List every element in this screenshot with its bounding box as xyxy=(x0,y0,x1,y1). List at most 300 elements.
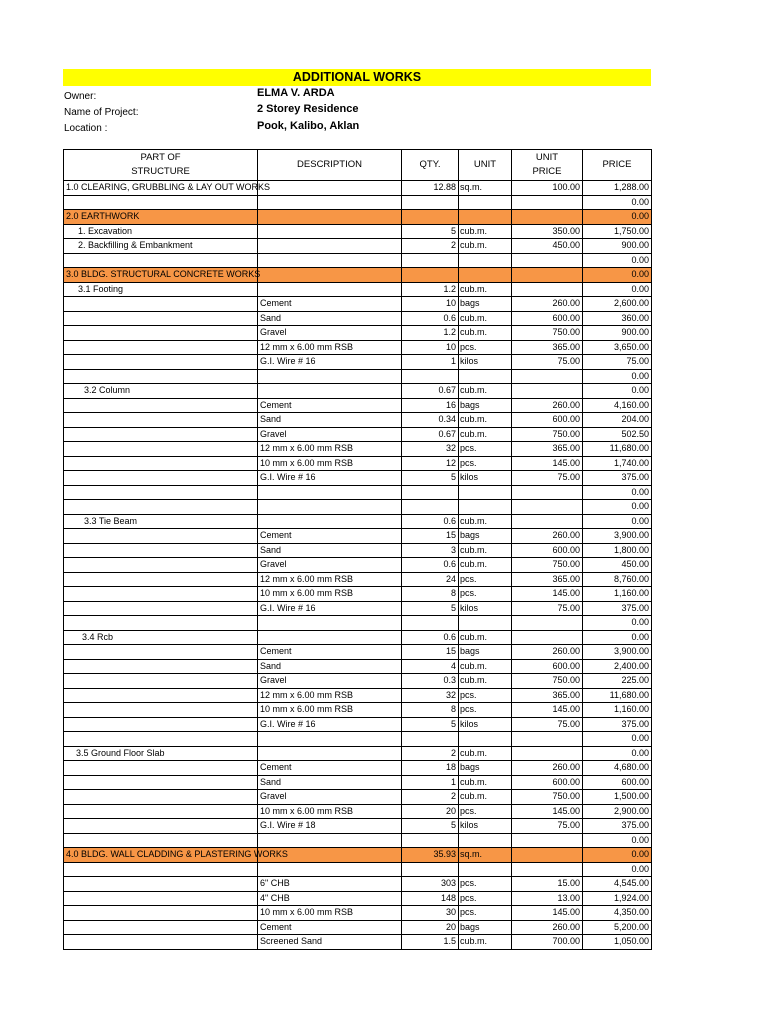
qty-cell xyxy=(402,369,459,384)
table-row xyxy=(64,717,652,732)
table-row xyxy=(64,239,652,254)
description-cell xyxy=(258,862,402,877)
qty-cell: 10 xyxy=(402,340,459,355)
part-label: 1.0 CLEARING, GRUBBLING & LAY OUT WORKS xyxy=(66,182,271,193)
qty-cell: 1.5 xyxy=(402,935,459,950)
qty-cell xyxy=(402,732,459,747)
table-row xyxy=(64,500,652,515)
unit-price-cell: 350.00 xyxy=(512,224,583,239)
part-cell xyxy=(64,688,258,703)
description-cell xyxy=(258,181,402,196)
part-cell xyxy=(64,746,258,761)
qty-cell: 2 xyxy=(402,746,459,761)
unit-price-cell xyxy=(512,369,583,384)
unit-price-cell: 450.00 xyxy=(512,239,583,254)
bill-of-quantities-table xyxy=(63,149,652,950)
location-value: Pook, Kalibo, Aklan xyxy=(257,120,360,132)
unit-price-cell: 750.00 xyxy=(512,674,583,689)
qty-cell: 0.6 xyxy=(402,630,459,645)
part-cell xyxy=(64,456,258,471)
description-cell xyxy=(258,384,402,399)
qty-cell: 20 xyxy=(402,804,459,819)
qty-cell: 18 xyxy=(402,761,459,776)
part-label: 3.4 Rcb xyxy=(82,631,114,642)
table-row xyxy=(64,253,652,268)
part-label: 2. Backfilling & Embankment xyxy=(78,240,193,251)
description-cell xyxy=(258,369,402,384)
price-cell: 4,545.00 xyxy=(583,877,652,892)
qty-cell: 32 xyxy=(402,442,459,457)
unit-price-cell xyxy=(512,485,583,500)
unit-cell: kilos xyxy=(459,471,512,486)
price-cell: 375.00 xyxy=(583,601,652,616)
unit-cell xyxy=(459,833,512,848)
part-cell xyxy=(64,398,258,413)
description-cell: Gravel xyxy=(258,674,402,689)
part-cell xyxy=(64,572,258,587)
part-cell xyxy=(64,195,258,210)
table-row xyxy=(64,181,652,196)
price-cell: 360.00 xyxy=(583,311,652,326)
section-header-row xyxy=(64,210,652,225)
price-cell: 0.00 xyxy=(583,282,652,297)
project-name-value: 2 Storey Residence xyxy=(257,103,359,115)
part-cell xyxy=(64,630,258,645)
part-cell xyxy=(64,935,258,950)
part-cell xyxy=(64,326,258,341)
price-cell: 0.00 xyxy=(583,616,652,631)
qty-cell: 0.6 xyxy=(402,311,459,326)
description-cell: 10 mm x 6.00 mm RSB xyxy=(258,703,402,718)
qty-cell: 1.2 xyxy=(402,326,459,341)
unit-cell: cub.m. xyxy=(459,630,512,645)
unit-cell: pcs. xyxy=(459,804,512,819)
description-cell: Cement xyxy=(258,398,402,413)
qty-cell: 1.2 xyxy=(402,282,459,297)
description-cell xyxy=(258,239,402,254)
qty-cell: 12.88 xyxy=(402,181,459,196)
table-row xyxy=(64,340,652,355)
table-row xyxy=(64,384,652,399)
unit-cell: bags xyxy=(459,645,512,660)
price-cell: 204.00 xyxy=(583,413,652,428)
unit-cell: pcs. xyxy=(459,906,512,921)
table-row xyxy=(64,529,652,544)
table-row xyxy=(64,514,652,529)
part-cell xyxy=(64,181,271,196)
description-cell: 10 mm x 6.00 mm RSB xyxy=(258,906,402,921)
unit-price-cell: 15.00 xyxy=(512,877,583,892)
description-cell: Sand xyxy=(258,413,402,428)
unit-price-cell xyxy=(512,833,583,848)
unit-cell: cub.m. xyxy=(459,239,512,254)
qty-cell: 2 xyxy=(402,239,459,254)
header-price: PRICE xyxy=(583,150,652,181)
price-cell: 0.00 xyxy=(583,732,652,747)
owner-label: Owner: xyxy=(64,91,97,102)
description-cell: Gravel xyxy=(258,427,402,442)
qty-cell: 5 xyxy=(402,471,459,486)
price-cell: 450.00 xyxy=(583,558,652,573)
unit-cell xyxy=(459,268,512,283)
description-cell: G.I. Wire # 16 xyxy=(258,471,402,486)
price-cell: 11,680.00 xyxy=(583,442,652,457)
part-cell xyxy=(64,601,258,616)
description-cell xyxy=(258,485,402,500)
part-cell xyxy=(64,297,258,312)
description-cell xyxy=(258,500,402,515)
table-row xyxy=(64,601,652,616)
unit-cell: kilos xyxy=(459,819,512,834)
unit-cell: pcs. xyxy=(459,442,512,457)
unit-price-cell xyxy=(512,616,583,631)
price-cell: 1,924.00 xyxy=(583,891,652,906)
part-cell xyxy=(64,282,258,297)
unit-cell: cub.m. xyxy=(459,427,512,442)
table-row xyxy=(64,355,652,370)
part-cell xyxy=(64,804,258,819)
unit-price-cell: 600.00 xyxy=(512,775,583,790)
part-cell xyxy=(64,384,258,399)
part-cell xyxy=(64,862,258,877)
qty-cell: 5 xyxy=(402,224,459,239)
unit-price-cell: 75.00 xyxy=(512,601,583,616)
unit-price-cell: 750.00 xyxy=(512,790,583,805)
qty-cell: 0.34 xyxy=(402,413,459,428)
table-row xyxy=(64,572,652,587)
unit-cell: kilos xyxy=(459,355,512,370)
unit-price-cell xyxy=(512,282,583,297)
price-cell: 3,900.00 xyxy=(583,645,652,660)
table-row xyxy=(64,877,652,892)
qty-cell xyxy=(402,616,459,631)
part-cell xyxy=(64,268,261,283)
part-cell xyxy=(64,543,258,558)
price-cell: 900.00 xyxy=(583,326,652,341)
description-cell: 12 mm x 6.00 mm RSB xyxy=(258,688,402,703)
unit-price-cell xyxy=(512,500,583,515)
unit-price-cell xyxy=(512,862,583,877)
part-label: 2.0 EARTHWORK xyxy=(66,211,140,222)
unit-price-cell: 260.00 xyxy=(512,529,583,544)
unit-price-cell: 365.00 xyxy=(512,688,583,703)
qty-cell: 0.67 xyxy=(402,427,459,442)
unit-price-cell xyxy=(512,253,583,268)
project-name-label: Name of Project: xyxy=(64,107,139,118)
description-cell xyxy=(258,630,402,645)
unit-cell: pcs. xyxy=(459,456,512,471)
description-cell: 6" CHB xyxy=(258,877,402,892)
price-cell: 1,050.00 xyxy=(583,935,652,950)
description-cell: Sand xyxy=(258,543,402,558)
price-cell: 0.00 xyxy=(583,195,652,210)
unit-cell: bags xyxy=(459,761,512,776)
price-cell: 1,288.00 xyxy=(583,181,652,196)
price-cell: 0.00 xyxy=(583,833,652,848)
part-cell xyxy=(64,790,258,805)
part-cell xyxy=(64,224,258,239)
table-row xyxy=(64,427,652,442)
part-cell xyxy=(64,253,258,268)
description-cell: G.I. Wire # 16 xyxy=(258,601,402,616)
part-cell xyxy=(64,311,258,326)
owner-value: ELMA V. ARDA xyxy=(257,87,335,99)
unit-cell: cub.m. xyxy=(459,659,512,674)
description-cell: Gravel xyxy=(258,558,402,573)
unit-price-cell: 260.00 xyxy=(512,761,583,776)
unit-price-cell: 260.00 xyxy=(512,920,583,935)
unit-price-cell xyxy=(512,384,583,399)
part-cell xyxy=(64,645,258,660)
unit-cell: kilos xyxy=(459,717,512,732)
unit-cell: cub.m. xyxy=(459,224,512,239)
price-cell: 0.00 xyxy=(583,485,652,500)
price-cell: 0.00 xyxy=(583,746,652,761)
unit-cell xyxy=(459,369,512,384)
section-header-row xyxy=(64,848,652,863)
table-row xyxy=(64,616,652,631)
unit-cell: cub.m. xyxy=(459,384,512,399)
description-cell: 12 mm x 6.00 mm RSB xyxy=(258,442,402,457)
description-cell: Sand xyxy=(258,775,402,790)
qty-cell xyxy=(402,862,459,877)
unit-cell xyxy=(459,485,512,500)
table-row xyxy=(64,746,652,761)
qty-cell: 1 xyxy=(402,775,459,790)
table-row xyxy=(64,282,652,297)
part-cell xyxy=(64,529,258,544)
description-cell: 10 mm x 6.00 mm RSB xyxy=(258,804,402,819)
part-cell xyxy=(64,616,258,631)
unit-cell xyxy=(459,500,512,515)
price-cell: 0.00 xyxy=(583,630,652,645)
part-label: 1. Excavation xyxy=(78,225,133,236)
unit-cell xyxy=(459,210,512,225)
price-cell: 225.00 xyxy=(583,674,652,689)
table-row xyxy=(64,558,652,573)
price-cell: 5,200.00 xyxy=(583,920,652,935)
price-cell: 0.00 xyxy=(583,500,652,515)
unit-price-cell: 750.00 xyxy=(512,427,583,442)
part-cell xyxy=(64,369,258,384)
unit-price-cell xyxy=(512,732,583,747)
qty-cell: 0.6 xyxy=(402,558,459,573)
description-cell xyxy=(258,616,402,631)
price-cell: 375.00 xyxy=(583,471,652,486)
table-row xyxy=(64,369,652,384)
qty-cell: 15 xyxy=(402,645,459,660)
table-row xyxy=(64,195,652,210)
price-cell: 0.00 xyxy=(583,848,652,863)
qty-cell: 0.3 xyxy=(402,674,459,689)
part-cell xyxy=(64,427,258,442)
unit-price-cell xyxy=(512,268,583,283)
unit-price-cell: 365.00 xyxy=(512,442,583,457)
price-cell: 0.00 xyxy=(583,384,652,399)
description-cell: Cement xyxy=(258,761,402,776)
unit-cell: bags xyxy=(459,297,512,312)
price-cell: 375.00 xyxy=(583,819,652,834)
description-cell: Screened Sand xyxy=(258,935,402,950)
price-cell: 0.00 xyxy=(583,514,652,529)
description-cell xyxy=(258,268,402,283)
price-cell: 4,350.00 xyxy=(583,906,652,921)
table-row xyxy=(64,775,652,790)
price-cell: 0.00 xyxy=(583,369,652,384)
unit-cell: pcs. xyxy=(459,703,512,718)
unit-cell: pcs. xyxy=(459,572,512,587)
part-label: 3.2 Column xyxy=(84,385,131,396)
table-row xyxy=(64,442,652,457)
unit-cell xyxy=(459,253,512,268)
part-cell xyxy=(64,587,258,602)
unit-cell xyxy=(459,732,512,747)
price-cell: 0.00 xyxy=(583,268,652,283)
part-cell xyxy=(64,833,258,848)
qty-cell: 1 xyxy=(402,355,459,370)
price-cell: 600.00 xyxy=(583,775,652,790)
unit-price-cell: 145.00 xyxy=(512,456,583,471)
description-cell: Gravel xyxy=(258,790,402,805)
part-cell xyxy=(64,500,258,515)
unit-price-cell: 750.00 xyxy=(512,558,583,573)
qty-cell: 24 xyxy=(402,572,459,587)
unit-price-cell xyxy=(512,746,583,761)
part-cell xyxy=(64,920,258,935)
unit-price-cell: 100.00 xyxy=(512,181,583,196)
qty-cell: 12 xyxy=(402,456,459,471)
price-cell: 2,600.00 xyxy=(583,297,652,312)
price-cell: 1,160.00 xyxy=(583,703,652,718)
unit-price-cell: 145.00 xyxy=(512,703,583,718)
unit-price-cell: 260.00 xyxy=(512,398,583,413)
unit-price-cell: 145.00 xyxy=(512,804,583,819)
unit-cell: bags xyxy=(459,398,512,413)
description-cell: 4" CHB xyxy=(258,891,402,906)
price-cell: 2,400.00 xyxy=(583,659,652,674)
unit-price-cell: 145.00 xyxy=(512,587,583,602)
part-cell xyxy=(64,761,258,776)
description-cell: Cement xyxy=(258,297,402,312)
table-row xyxy=(64,761,652,776)
part-cell xyxy=(64,340,258,355)
table-row xyxy=(64,732,652,747)
part-cell xyxy=(64,413,258,428)
table-row xyxy=(64,703,652,718)
qty-cell: 35.93 xyxy=(402,848,459,863)
unit-price-cell: 13.00 xyxy=(512,891,583,906)
unit-price-cell: 75.00 xyxy=(512,717,583,732)
unit-cell: cub.m. xyxy=(459,514,512,529)
table-row xyxy=(64,920,652,935)
qty-cell: 5 xyxy=(402,601,459,616)
price-cell: 502.50 xyxy=(583,427,652,442)
unit-price-cell xyxy=(512,210,583,225)
description-cell xyxy=(258,210,402,225)
unit-price-cell: 600.00 xyxy=(512,659,583,674)
description-cell xyxy=(258,282,402,297)
part-label: 3.0 BLDG. STRUCTURAL CONCRETE WORKS xyxy=(66,269,261,280)
price-cell: 1,740.00 xyxy=(583,456,652,471)
unit-price-cell: 75.00 xyxy=(512,471,583,486)
unit-cell: cub.m. xyxy=(459,775,512,790)
part-cell xyxy=(64,703,258,718)
unit-cell: cub.m. xyxy=(459,746,512,761)
unit-cell: cub.m. xyxy=(459,282,512,297)
part-cell xyxy=(64,471,258,486)
qty-cell xyxy=(402,485,459,500)
qty-cell: 0.67 xyxy=(402,384,459,399)
table-row xyxy=(64,906,652,921)
location-label: Location : xyxy=(64,123,108,134)
price-cell: 3,900.00 xyxy=(583,529,652,544)
header-qty: QTY. xyxy=(402,150,459,181)
qty-cell: 15 xyxy=(402,529,459,544)
part-cell xyxy=(64,355,258,370)
unit-cell xyxy=(459,862,512,877)
description-cell: 12 mm x 6.00 mm RSB xyxy=(258,340,402,355)
table-row xyxy=(64,224,652,239)
price-cell: 11,680.00 xyxy=(583,688,652,703)
qty-cell: 20 xyxy=(402,920,459,935)
price-cell: 375.00 xyxy=(583,717,652,732)
qty-cell xyxy=(402,253,459,268)
description-cell xyxy=(258,195,402,210)
unit-cell: sq.m. xyxy=(459,181,512,196)
qty-cell: 5 xyxy=(402,717,459,732)
price-cell: 1,500.00 xyxy=(583,790,652,805)
description-cell: G.I. Wire # 18 xyxy=(258,819,402,834)
table-row xyxy=(64,819,652,834)
unit-cell: pcs. xyxy=(459,587,512,602)
table-header-row xyxy=(64,150,652,181)
table-row xyxy=(64,659,652,674)
table-row xyxy=(64,688,652,703)
section-header-row xyxy=(64,268,652,283)
part-cell xyxy=(64,659,258,674)
unit-cell: cub.m. xyxy=(459,674,512,689)
unit-cell: bags xyxy=(459,920,512,935)
qty-cell: 16 xyxy=(402,398,459,413)
unit-cell: cub.m. xyxy=(459,413,512,428)
price-cell: 8,760.00 xyxy=(583,572,652,587)
qty-cell: 8 xyxy=(402,703,459,718)
unit-price-cell xyxy=(512,195,583,210)
part-cell xyxy=(64,877,258,892)
description-cell: G.I. Wire # 16 xyxy=(258,355,402,370)
description-cell: Cement xyxy=(258,645,402,660)
header-part-of-structure: PART OF STRUCTURE xyxy=(64,150,258,181)
unit-price-cell: 365.00 xyxy=(512,340,583,355)
description-cell xyxy=(258,746,402,761)
table-row xyxy=(64,543,652,558)
unit-price-cell: 750.00 xyxy=(512,326,583,341)
unit-price-cell: 75.00 xyxy=(512,819,583,834)
unit-price-cell: 365.00 xyxy=(512,572,583,587)
part-cell xyxy=(64,819,258,834)
table-row xyxy=(64,891,652,906)
description-cell: 12 mm x 6.00 mm RSB xyxy=(258,572,402,587)
part-cell xyxy=(64,558,258,573)
description-cell: Cement xyxy=(258,920,402,935)
part-cell xyxy=(64,485,258,500)
unit-cell: kilos xyxy=(459,601,512,616)
table-row xyxy=(64,674,652,689)
unit-price-cell xyxy=(512,630,583,645)
qty-cell: 30 xyxy=(402,906,459,921)
description-cell: Sand xyxy=(258,311,402,326)
unit-price-cell: 600.00 xyxy=(512,413,583,428)
